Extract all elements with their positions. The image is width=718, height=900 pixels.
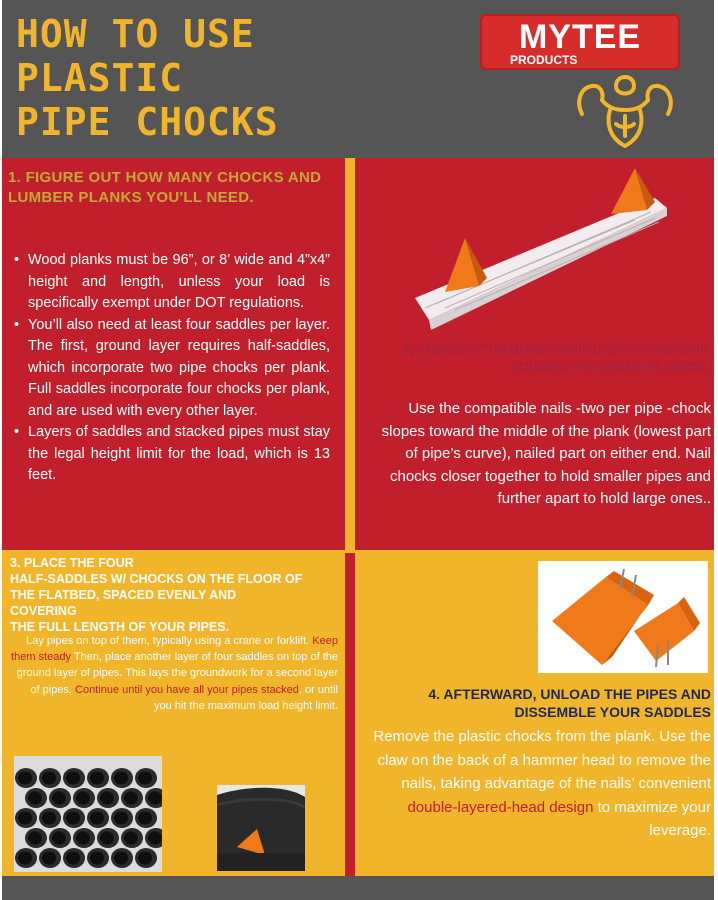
divider	[345, 553, 355, 876]
title-line: PLASTIC	[16, 56, 184, 100]
list-item: • Layers of saddles and stacked pipes must stay the legal height limit for the load, which is 13 feet.	[12, 422, 330, 487]
section-3-panel	[2, 553, 345, 876]
highlight-text: Keep them steady	[11, 635, 338, 664]
pipe-bore	[138, 812, 152, 825]
stacked-pipes-photo	[14, 756, 162, 872]
pipe-bore	[52, 792, 66, 805]
logo-brand: MYTEE	[518, 18, 642, 56]
highlight-text: Continue until you have all your pipes stacked	[75, 683, 299, 696]
pipe-bore	[42, 812, 56, 825]
body-text: Lay pipes on top of them, typically using a crane or forklift.	[26, 635, 313, 647]
section-2-body: Use the compatible nails -two per pipe -chock slopes toward the middle of the plank (lowest part of pipe’s curve), nailed part on either end. Nail chocks closer together to hold smaller pipes and further apart to hold large ones..	[381, 400, 711, 507]
section-3-heading	[10, 555, 340, 635]
body-text: to maximize your leverage.	[593, 798, 711, 839]
pipe-bore	[76, 832, 90, 845]
plastic-chocks-illustration	[538, 561, 708, 673]
section-2-panel	[355, 158, 714, 550]
pipe-bore	[124, 792, 138, 805]
pipe-on-chock-photo	[217, 785, 305, 871]
pipe-bore	[52, 832, 66, 845]
pipe-bore	[42, 852, 56, 865]
body-text: Then, place another layer of four saddles on top of the ground layer of pipes. This lays the groundwork for a second layer of pipes.	[16, 651, 338, 696]
pipe-bore	[114, 812, 128, 825]
pipe-bore	[114, 772, 128, 785]
section-4-body	[369, 725, 711, 843]
pipe-bore	[148, 792, 162, 805]
title-line: HOW TO USE	[16, 12, 255, 56]
pipe-bore	[100, 832, 114, 845]
section-3-body	[10, 633, 338, 714]
pipe-bore	[90, 852, 104, 865]
heading-line: COVERING	[10, 604, 77, 618]
logo-badge	[480, 14, 680, 70]
lumber-saddle-illustration	[415, 158, 675, 338]
pipe-bore	[90, 812, 104, 825]
pipe-bore	[18, 772, 32, 785]
mytee-logo	[480, 14, 680, 150]
pipe-bore	[138, 772, 152, 785]
pipe-bore	[18, 812, 32, 825]
highlight-text: double-layered-head design	[407, 798, 594, 816]
heading-line: THE FULL LENGTH OF YOUR PIPES.	[10, 620, 230, 634]
pipe-bore	[66, 772, 80, 785]
pipe-bore	[138, 852, 152, 865]
body-text: , or until you hit the maximum load height limit.	[153, 683, 338, 712]
pipe-bore	[28, 792, 42, 805]
list-item: • You’ll also need at least four saddles per layer. The first, ground layer requires half-saddles, which incorporate two pipe chocks per plank. Full saddles incorporate four chocks per plank, and are used with every other layer.	[12, 315, 330, 423]
section-4-panel	[355, 553, 714, 876]
section-1-panel	[2, 158, 345, 550]
footer	[2, 876, 714, 900]
list-item: • Wood planks must be 96”, or 8’ wide and 4”x4” height and length, unless your load is specifically exempt under DOT regulations.	[12, 250, 330, 315]
section-4-heading: 4. AFTERWARD, UNLOAD THE PIPES AND DISSEMBLE YOUR SADDLES	[428, 686, 711, 720]
pipe-bore	[148, 832, 162, 845]
pipe-bore	[66, 812, 80, 825]
pipe-bore	[28, 832, 42, 845]
pipe-bore	[66, 852, 80, 865]
heading-line: 3. PLACE THE FOUR	[10, 556, 134, 570]
pipe-bore	[90, 772, 104, 785]
section-1-heading: 1. FIGURE OUT HOW MANY CHOCKS AND LUMBER PLANKS YOU'LL NEED.	[8, 169, 322, 206]
pipe-bore	[42, 772, 56, 785]
pipe-bore	[100, 792, 114, 805]
page-title	[16, 12, 376, 144]
section-2-heading: 2. CREATE “LUMBER SADDLES” BY NAILING CHOCKS TO WOOD PLANKS.	[403, 341, 709, 375]
flexing-strongman-icon	[570, 66, 680, 156]
heading-line: HALF-SADDLES W/ CHOCKS ON THE FLOOR OF	[10, 572, 303, 586]
body-text: Remove the plastic chocks from the plank. Use the claw on the back of a hammer head to remove the nails, taking advantage of the nails’ convenient	[373, 728, 711, 792]
divider	[345, 158, 355, 553]
pipe-bore	[76, 792, 90, 805]
infographic-page	[2, 0, 714, 900]
pipe-bore	[18, 852, 32, 865]
pipe-bore	[114, 852, 128, 865]
heading-line: THE FLATBED, SPACED EVENLY AND	[10, 588, 237, 602]
header	[2, 0, 714, 158]
title-line: PIPE CHOCKS	[16, 100, 279, 144]
logo-sub: PRODUCTS	[510, 53, 578, 67]
section-1-list	[12, 250, 330, 487]
pipe-bore	[124, 832, 138, 845]
